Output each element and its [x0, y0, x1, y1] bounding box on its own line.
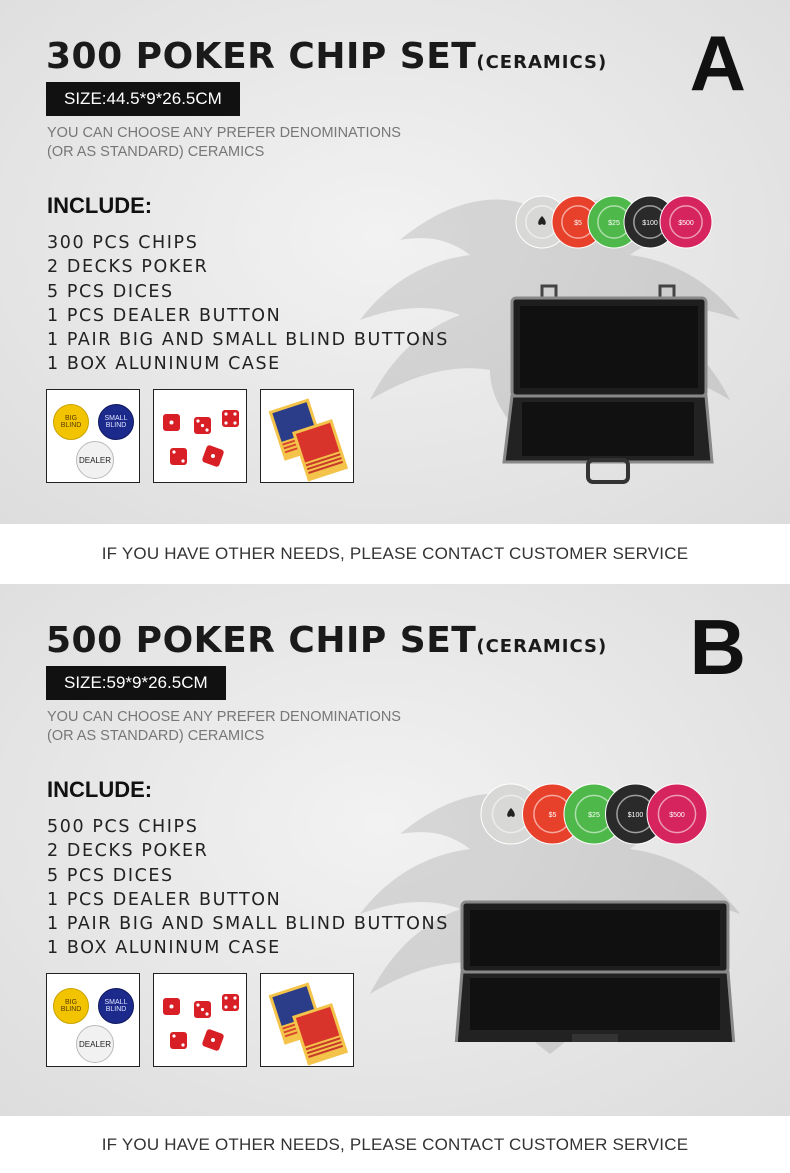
- title-suffix: (CERAMICS): [476, 636, 608, 657]
- include-item: 2 DECKS POKER: [47, 841, 209, 862]
- denomination-note: [47, 124, 401, 162]
- small-blind-button: SMALL BLIND: [98, 404, 134, 440]
- include-item: 5 PCS DICES: [47, 281, 174, 302]
- small-blind-button: SMALL BLIND: [98, 988, 134, 1024]
- accessory-thumbnails: [46, 389, 354, 483]
- blind-buttons-thumbnail: [46, 389, 140, 483]
- chip-denomination: $5: [574, 220, 582, 227]
- dice-thumbnail: [153, 389, 247, 483]
- dice-thumbnail: [153, 973, 247, 1067]
- note-line-1: YOU CAN CHOOSE ANY PREFER DENOMINATIONS: [47, 709, 401, 725]
- product-panel-b: [0, 584, 790, 1116]
- poker-chip: [660, 196, 712, 248]
- playing-cards-thumbnail: [260, 389, 354, 483]
- chip-row: [479, 782, 709, 846]
- contact-note: IF YOU HAVE OTHER NEEDS, PLEASE CONTACT CUSTOMER SERVICE: [101, 1134, 689, 1154]
- dice-icon: [154, 390, 246, 482]
- option-letter: A: [689, 19, 746, 107]
- contact-note: IF YOU HAVE OTHER NEEDS, PLEASE CONTACT CUSTOMER SERVICE: [101, 544, 689, 563]
- section-title: [46, 620, 607, 661]
- dice-icon: [154, 974, 246, 1066]
- playing-cards-thumbnail: [260, 973, 354, 1067]
- include-item: 1 PAIR BIG AND SMALL BLIND BUTTONS: [47, 914, 449, 935]
- chip-case-image: [502, 284, 714, 490]
- include-list: [47, 815, 449, 961]
- include-list: [47, 231, 449, 377]
- include-item: 300 PCS CHIPS: [47, 233, 199, 253]
- chip-row: [514, 194, 714, 250]
- big-blind-button: BIG BLIND: [53, 988, 89, 1024]
- chip-denomination: $100: [627, 812, 644, 819]
- dealer-button: DEALER: [76, 1025, 114, 1063]
- chip-denomination: $100: [642, 220, 658, 227]
- include-heading: INCLUDE:: [47, 193, 153, 218]
- chip-denomination: $500: [678, 220, 694, 227]
- contact-strip-a: [0, 524, 790, 584]
- poker-chip: [647, 784, 707, 844]
- big-blind-button: BIG BLIND: [53, 404, 89, 440]
- product-panel-a: [0, 0, 790, 524]
- include-item: 5 PCS DICES: [47, 865, 174, 886]
- size-label: SIZE:44.5*9*26.5CM: [46, 82, 240, 116]
- contact-strip-b: [0, 1116, 790, 1173]
- chip-denomination: $5: [548, 812, 557, 819]
- include-item: 500 PCS CHIPS: [47, 817, 199, 837]
- include-item: 1 PCS DEALER BUTTON: [47, 889, 282, 910]
- note-line-2: (OR AS STANDARD) CERAMICS: [47, 728, 265, 744]
- note-line-1: YOU CAN CHOOSE ANY PREFER DENOMINATIONS: [47, 125, 401, 141]
- chip-denomination: $25: [608, 220, 620, 227]
- accessory-thumbnails: [46, 973, 354, 1067]
- title-suffix: (CERAMICS): [476, 52, 608, 73]
- include-item: 1 PCS DEALER BUTTON: [47, 305, 282, 326]
- denomination-note: [47, 708, 401, 746]
- include-item: 1 PAIR BIG AND SMALL BLIND BUTTONS: [47, 330, 449, 351]
- title-main: 500 POKER CHIP SET: [46, 620, 477, 661]
- section-title: [46, 36, 607, 77]
- title-main: 300 POKER CHIP SET: [46, 36, 477, 77]
- include-item: 1 BOX ALUNINUM CASE: [47, 354, 281, 375]
- note-line-2: (OR AS STANDARD) CERAMICS: [47, 144, 265, 160]
- option-letter: B: [689, 603, 746, 691]
- chip-denomination: $500: [669, 812, 685, 819]
- include-item: 2 DECKS POKER: [47, 257, 209, 278]
- dealer-button: DEALER: [76, 441, 114, 479]
- size-label: SIZE:59*9*26.5CM: [46, 666, 226, 700]
- include-item: 1 BOX ALUNINUM CASE: [47, 938, 281, 959]
- cards-icon: [261, 390, 353, 482]
- cards-icon: [261, 974, 353, 1066]
- blind-buttons-thumbnail: [46, 973, 140, 1067]
- chip-case-image: [454, 892, 736, 1042]
- chip-denomination: $25: [588, 812, 600, 819]
- include-heading: INCLUDE:: [47, 777, 153, 802]
